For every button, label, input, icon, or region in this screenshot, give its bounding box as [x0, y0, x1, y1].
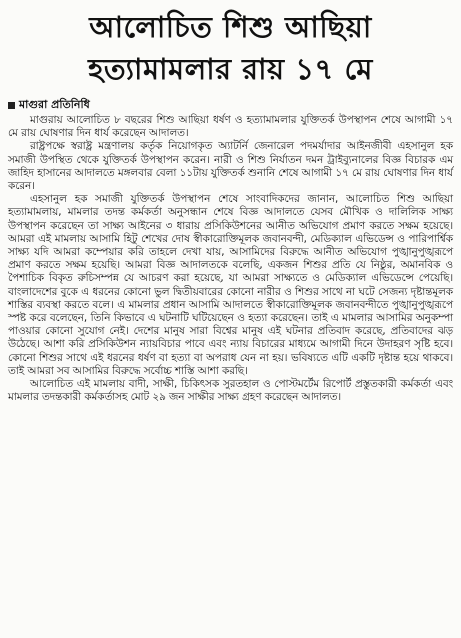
bullet-square-icon	[8, 102, 15, 109]
article-paragraph: রাষ্ট্রপক্ষে স্বরাষ্ট্র মন্ত্রণালয় কর্তৃক নিয়োগকৃত অ্যাটর্নি জেনারেল পদমর্যাদার আইনজীবী এহসানুল হক সমাজী উপস্থিত থেকে যুক্তিতর্ক উপস্থাপন করেন। নারী ও শিশু নির্যাতন দমন ট্রাইব্যুনালের বিজ্ঞ বিচারক এম জাহিদ হাসানের আদালতে মঙ্গলবার বেলা ১১টায় যুক্তিতর্ক শুনানি শেষে আগামী ১৭ মে রায় ঘোষণার দিন ধার্য করেন।	[8, 140, 453, 193]
headline	[0, 0, 461, 90]
headline-line-1: আলোচিত শিশু আছিয়া	[89, 10, 372, 44]
article-paragraph: এহসানুল হক সমাজী যুক্তিতর্ক উপস্থাপন শেষে সাংবাদিকদের জানান, আলোচিত শিশু আছিয়া হত্যামামলায়, মামলার তদন্ত কর্মকর্তা অনুসন্ধান শেষে বিজ্ঞ আদালতে যেসব মৌখিক ও দালিলিক সাক্ষ্য উপস্থাপন করেছেন তা সাক্ষ্য আইনের ৩ ধারায় প্রসিকিউশনের আনীত অভিযোগ প্রমাণ করতে সক্ষম হয়েছে। আমরা এই মামলায় আসামি হিটু শেখের দোষ স্বীকারোক্তিমূলক জবানবন্দী, মেডিক্যাল এভিডেন্স ও পারিপার্শ্বিক সাক্ষ্য যদি আমরা কম্পেয়ার করি তাহলে দেখা যায়, আসামিদের বিরুদ্ধে আনীত অভিযোগ পুঙ্খানুপুঙ্খরূপে প্রমাণ করতে সক্ষম হয়েছি। আমরা বিজ্ঞ আদালতকে বলেছি, একজন শিশুর প্রতি যে নিষ্ঠুর, অমানবিক ও পৈশাচিক বিকৃত রুচিসম্পন্ন যে আচরণ করা হয়েছে, যা আমরা সাক্ষ্যতে ও মেডিক্যাল এভিডেন্সে পেয়েছি। বাংলাদেশের বুকে এ ধরনের কোনো ভুল দ্বিতীয়বারের কোনো নারীর ও শিশুর সাথে না ঘটে সেজন্য দৃষ্টান্তমূলক শাস্তির ব্যবস্থা করতে বলে। এ মামলার প্রধান আসামি আদালতে স্বীকারোক্তিমূলক জবানবন্দীতে পুঙ্খানুপুঙ্খরূপে স্পষ্ট করে বলেছেন, তিনি কিভাবে এ ঘটনাটি ঘটিয়েছেন ও হত্যা করেছেন। তাই এ মামলার আসামির অনুকম্পা পাওয়ার কোনো সুযোগ নেই। দেশের মানুষ সারা বিশ্বের মানুষ এই ঘটনার প্রতিবাদ করেছে, প্রতিবাদের ঝড় উঠেছে। আশা করি প্রসিকিউশন ন্যায়বিচার পাবে এবং ন্যায় বিচারের মাধ্যমে আগামী দিনে উদাহরণ সৃষ্টি হবে। কোনো শিশুর সাথে এই ধরনের ধর্ষণ বা হত্যা বা অপরাধ যেন না হয়। ভবিষ্যতে এটি একটি দৃষ্টান্ত হয়ে থাকবে। তাই আমরা সব আসামির বিরুদ্ধে সর্বোচ্চ শাস্তি আশা করছি।	[8, 193, 453, 377]
article-paragraph: মাগুরায় আলোচিত ৮ বছরের শিশু আছিয়া ধর্ষণ ও হত্যামামলার যুক্তিতর্ক উপস্থাপন শেষে আগামী ১৭ মে রায় ঘোষণার দিন ধার্য করেছেন আদালত।	[8, 114, 453, 140]
headline-line-2: হত্যামামলার রায় ১৭ মে	[88, 52, 373, 86]
article-body	[8, 114, 453, 404]
byline	[8, 98, 453, 112]
article-paragraph: আলোচিত এই মামলায় বাদী, সাক্ষী, চিকিৎসক সুরতহাল ও পোস্টমর্টেম রিপোর্ট প্রস্তুতকারী কর্মকর্তা এবং মামলার তদন্তকারী কর্মকর্তাসহ মোট ২৯ জন সাক্ষীর সাক্ষ্য গ্রহণ করেছেন আদালত।	[8, 378, 453, 404]
byline-text: মাগুরা প্রতিনিধি	[19, 98, 90, 111]
